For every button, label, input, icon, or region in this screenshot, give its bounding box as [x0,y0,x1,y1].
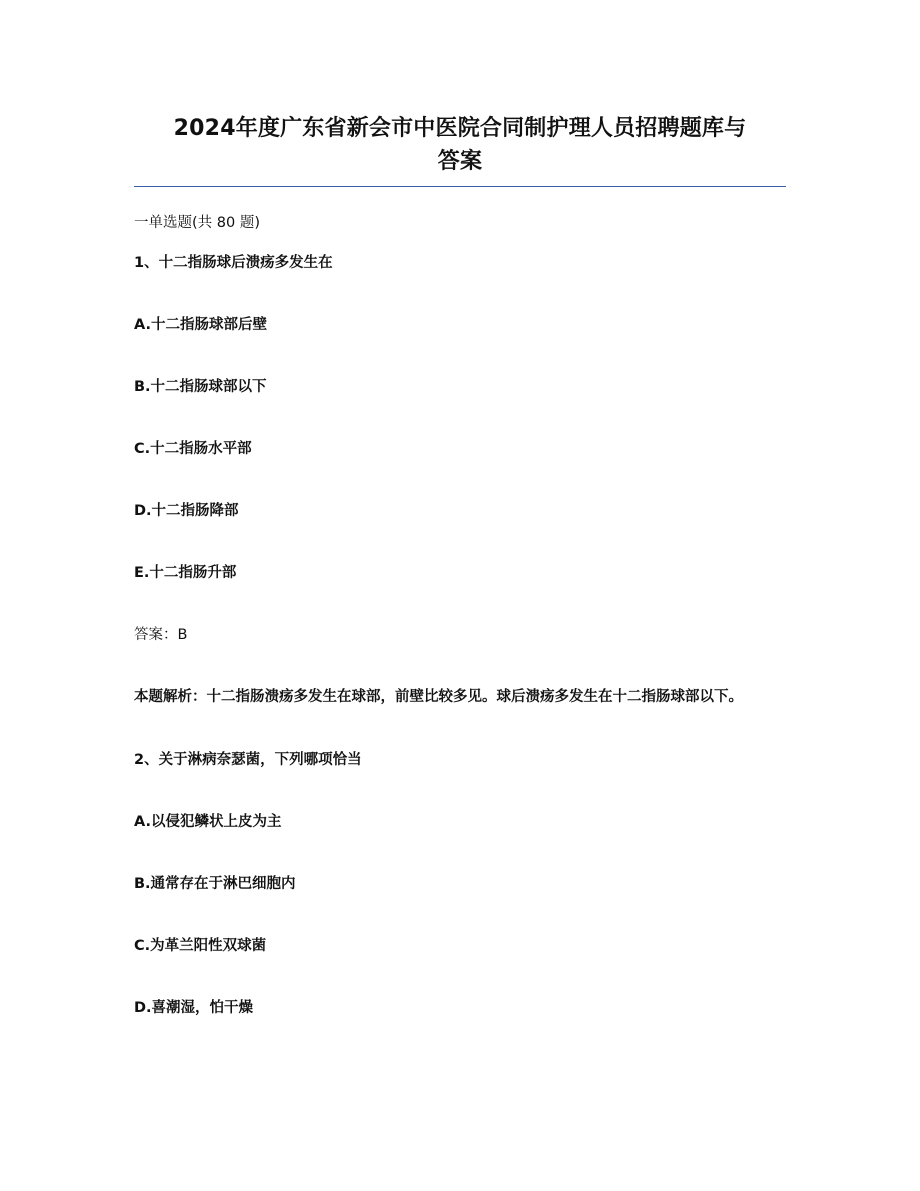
question-1-option-e: E.十二指肠升部 [134,565,237,581]
question-1-option-c: C.十二指肠水平部 [134,441,252,457]
document-title [134,112,786,178]
title-line-2: 答案 [437,149,483,174]
title-line-1: 2024年度广东省新会市中医院合同制护理人员招聘题库与 [173,116,747,141]
question-1-option-a: A.十二指肠球部后壁 [134,317,267,333]
question-2-option-d: D.喜潮湿，怕干燥 [134,1000,254,1016]
question-1-option-b: B.十二指肠球部以下 [134,379,267,395]
title-divider [134,186,786,187]
question-2-option-b: B.通常存在于淋巴细胞内 [134,876,296,892]
question-1-option-d: D.十二指肠降部 [134,503,239,519]
question-2-stem: 2、关于淋病奈瑟菌，下列哪项恰当 [134,752,362,768]
question-1-analysis: 本题解析：十二指肠溃疡多发生在球部，前壁比较多见。球后溃疡多发生在十二指肠球部以下。 [134,689,743,705]
question-2-option-a: A.以侵犯鳞状上皮为主 [134,814,282,830]
section-heading: 一单选题(共 80 题) [134,215,260,231]
question-1-stem: 1、十二指肠球后溃疡多发生在 [134,255,333,271]
question-2-option-c: C.为革兰阳性双球菌 [134,938,267,954]
question-1-answer: 答案：B [134,627,188,643]
